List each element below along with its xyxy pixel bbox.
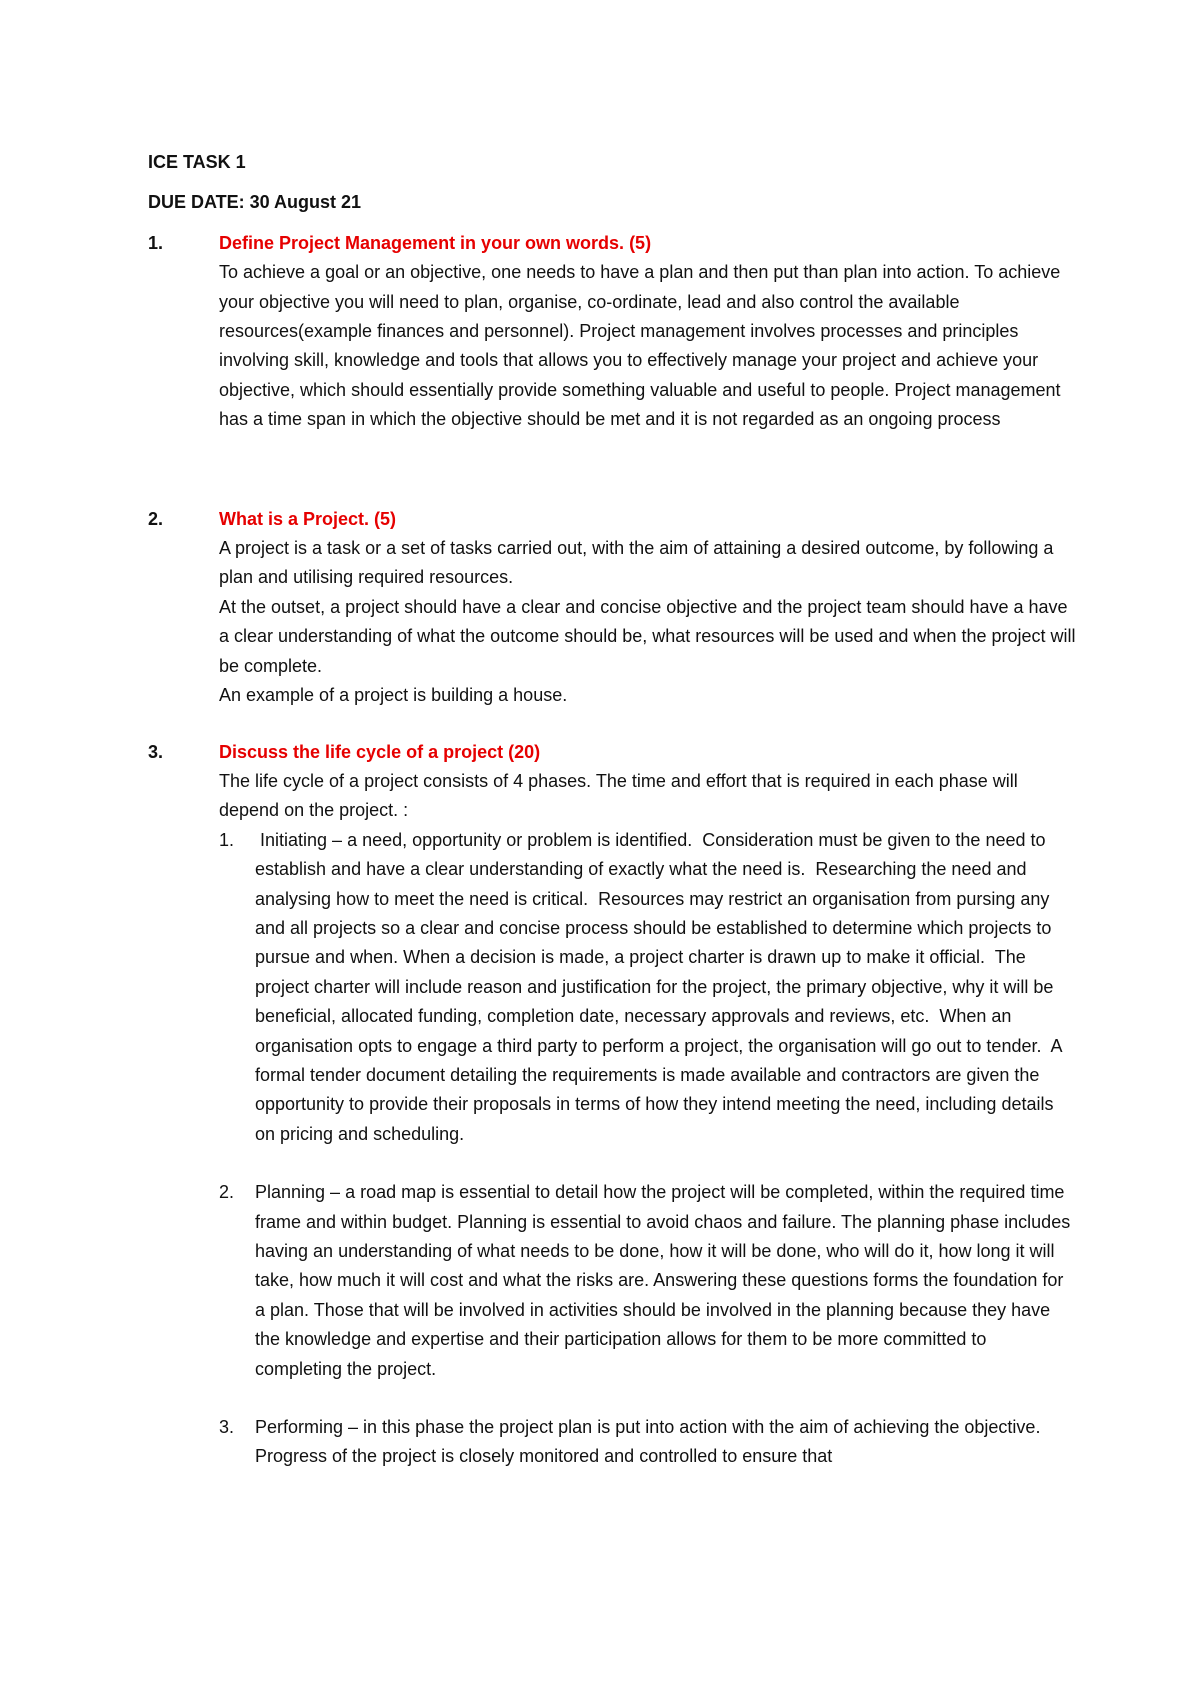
question-2 [148, 505, 1078, 711]
phase-number: 3. [219, 1417, 235, 1438]
lifecycle-phase-initiating [219, 826, 1078, 1149]
question-title: Discuss the life cycle of a project (20) [219, 741, 541, 762]
question-title: Define Project Management in your own words. (5) [219, 232, 652, 253]
phase-text: Initiating – a need, opportunity or problem is identified. Consideration must be given to the need to establish and have a clear understanding of exactly what the need is. Researching the need and analysing how to meet the need is critical. Resources may restrict an organisation from pursing any and all projects so a clear and concise process should be established to determine which projects to pursue and when. When a decision is made, a project charter is drawn up to make it official. The project charter will include reason and justification for the project, the primary objective, why it will be beneficial, allocated funding, completion date, necessary approvals and reviews, etc. When an organisation opts to engage a third party to perform a project, the organisation will go out to tender. A formal tender document detailing the requirements is made available and contractors are given the opportunity to provide their proposals in terms of how they intend meeting the need, including details on pricing and scheduling. [255, 829, 1067, 1144]
phase-text: Performing – in this phase the project plan is put into action with the aim of achieving the objective. Progress of the project is closely monitored and controlled to ensure that [255, 1417, 1041, 1467]
phase-number: 2. [219, 1182, 235, 1203]
document-body [148, 148, 1078, 1472]
task-title: ICE TASK 1 [148, 152, 246, 172]
question-number: 1. [148, 232, 164, 253]
phase-text: Planning – a road map is essential to detail how the project will be completed, within the required time frame and within budget. Planning is essential to avoid chaos and failure. The planning phase includes having an understanding of what needs to be done, how it will be done, who will do it, how long it will take, how much it will cost and what the risks are. Answering these questions forms the foundation for a plan. Those that will be involved in activities should be involved in the planning because they have the knowledge and expertise and their participation allows for them to be more committed to completing the project. [255, 1182, 1071, 1379]
question-answer: To achieve a goal or an objective, one needs to have a plan and then put than plan into action. To achieve your objective you will need to plan, organise, co-ordinate, lead and also control the available resources(example finances and personnel). Project management involves processes and principles involving skill, knowledge and tools that allows you to effectively manage your project and achieve your objective, which should essentially provide something valuable and useful to people. Project management has a time span in which the objective should be met and it is not regarded as an ongoing process [219, 262, 1061, 430]
question-3 [148, 738, 1078, 1472]
answer-line: A project is a task or a set of tasks carried out, with the aim of attaining a desired outcome, by following a plan and utilising required resources. [219, 538, 1054, 588]
phase-number: 1. [219, 829, 235, 850]
question-number: 3. [148, 741, 164, 762]
answer-line: At the outset, a project should have a clear and concise objective and the project team should have a have a clear understanding of what the outcome should be, what resources will be used and when the project will be complete. [219, 596, 1076, 676]
question-intro: The life cycle of a project consists of 4 phases. The time and effort that is required in each phase will depend on the project. : [219, 770, 1018, 821]
lifecycle-phase-planning [219, 1178, 1078, 1384]
question-title: What is a Project. (5) [219, 508, 397, 529]
question-1 [148, 229, 1078, 435]
lifecycle-phase-performing [219, 1413, 1078, 1472]
due-date: DUE DATE: 30 August 21 [148, 192, 362, 213]
answer-line: An example of a project is building a house. [219, 685, 568, 706]
question-number: 2. [148, 508, 164, 529]
